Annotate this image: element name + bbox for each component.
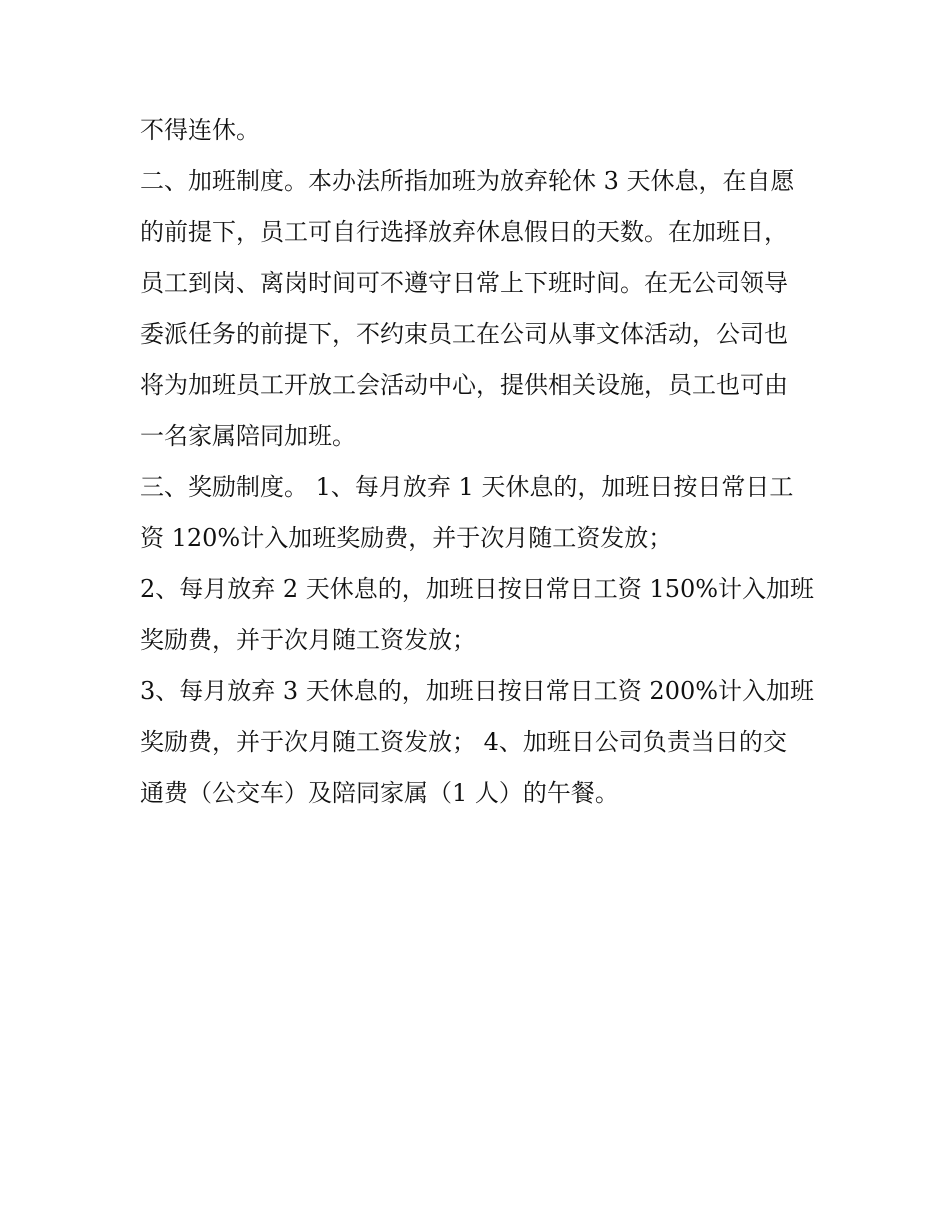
text-line: 2、每月放弃 2 天休息的，加班日按日常日工资 150%计入加班 xyxy=(140,575,815,603)
document-body xyxy=(140,105,820,819)
text-line: 将为加班员工开放工会活动中心，提供相关设施，员工也可由 xyxy=(140,371,788,399)
text-line: 3、每月放弃 3 天休息的，加班日按日常日工资 200%计入加班 xyxy=(140,677,815,705)
text-line: 二、加班制度。本办法所指加班为放弃轮休 3 天休息，在自愿 xyxy=(140,167,795,195)
text-line: 一名家属陪同加班。 xyxy=(140,422,356,450)
text-line: 三、奖励制度。 1、每月放弃 1 天休息的，加班日按日常日工 xyxy=(140,473,794,501)
text-line: 员工到岗、离岗时间可不遵守日常上下班时间。在无公司领导 xyxy=(140,269,788,297)
text-line: 奖励费，并于次月随工资发放； xyxy=(140,626,476,654)
text-line: 通费（公交车）及陪同家属（1 人）的午餐。 xyxy=(140,779,619,807)
text-line: 不得连休。 xyxy=(140,116,260,144)
text-line: 委派任务的前提下，不约束员工在公司从事文体活动，公司也 xyxy=(140,320,788,348)
text-line: 的前提下，员工可自行选择放弃休息假日的天数。在加班日， xyxy=(140,218,788,246)
text-line: 奖励费，并于次月随工资发放； 4、加班日公司负责当日的交 xyxy=(140,728,787,756)
text-line: 资 120%计入加班奖励费，并于次月随工资发放； xyxy=(140,524,673,552)
